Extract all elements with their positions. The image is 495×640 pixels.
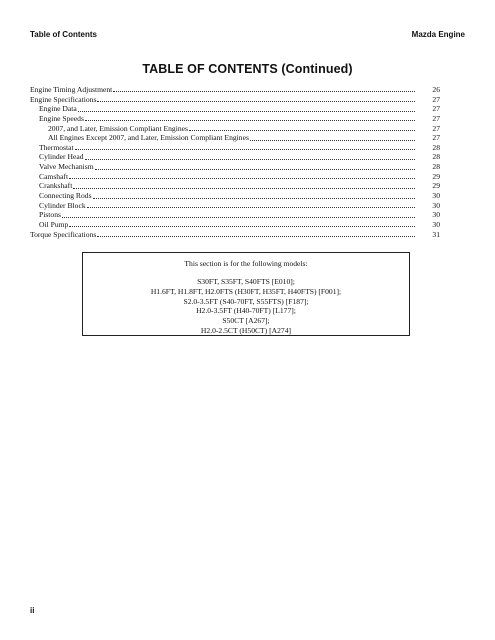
toc-entry-page: 29 [432,181,440,191]
toc-entry [30,152,440,162]
model-line: S50CT [A267]; [222,316,270,326]
toc-entry [30,181,440,191]
toc-entry [30,124,440,134]
toc-entry [30,220,440,230]
toc-entry [30,201,440,211]
toc-dot-leader [62,216,415,218]
toc-entry [30,143,440,153]
toc-entry-title: Engine Data [39,104,77,114]
model-line: H1.6FT, H1.8FT, H2.0FTS (H30FT, H35FT, H40FTS) [F001]; [150,286,342,296]
toc-entry-title: Cylinder Block [39,200,86,210]
toc-entry-title: Engine Specifications [30,94,97,104]
model-line: H2.0-2.5CT (H50CT) [A274] [200,325,292,335]
toc-entry-page: 31 [432,229,440,239]
toc-dot-leader [97,235,415,237]
toc-entry-title: Thermostat [39,142,74,152]
toc-entry-title: Crankshaft [39,181,73,191]
toc-entry [30,104,440,114]
toc-entry-title: Torque Specifications [30,229,97,239]
toc-dot-leader [189,129,415,131]
toc-dot-leader [85,158,416,160]
toc-entry-page: 28 [432,152,440,162]
toc-dot-leader [78,110,415,112]
toc-entry-page: 28 [432,162,440,172]
table-of-contents [30,85,440,239]
toc-entry-title: Engine Speeds [39,113,84,123]
models-intro: This section is for the following models: [184,259,308,268]
toc-entry-title: Pistons [39,210,61,220]
toc-entry-title: Engine Timing Adjustment [30,85,113,94]
toc-dot-leader [93,197,415,199]
toc-entry-title: 2007, and Later, Emission Compliant Engines [48,123,188,133]
running-header-left: Table of Contents [30,30,97,39]
toc-dot-leader [73,187,415,189]
running-header-right: Mazda Engine [411,30,465,39]
toc-entry-page: 30 [432,210,440,220]
toc-entry [30,162,440,172]
toc-entry [30,172,440,182]
toc-entry-title: Cylinder Head [39,152,84,162]
toc-entry-title: Oil Pump [39,219,69,229]
toc-entry [30,191,440,201]
toc-entry-title: Camshaft [39,171,69,181]
toc-dot-leader [113,90,415,92]
toc-entry [30,85,440,95]
toc-entry-page: 30 [432,200,440,210]
toc-entry-page: 27 [432,94,440,104]
toc-dot-leader [75,148,415,150]
page-number: ii [30,606,35,615]
toc-entry-title: All Engines Except 2007, and Later, Emission Compliant Engines [48,133,249,143]
toc-entry-page: 27 [432,133,440,143]
model-line: S30FT, S35FT, S40FTS [E010]; [197,277,295,286]
page-title: TABLE OF CONTENTS (Continued) [142,62,353,76]
model-line: S2.0-3.5FT (S40-70FT, S55FTS) [F187]; [183,296,309,306]
toc-entry [30,95,440,105]
toc-entry-title: Connecting Rods [39,191,92,201]
toc-dot-leader [69,177,415,179]
models-list [83,277,409,336]
toc-dot-leader [85,119,415,121]
toc-entry-title: Valve Mechanism [39,162,94,172]
toc-dot-leader [97,100,415,102]
model-line: H2.0-3.5FT (H40-70FT) [L177]; [196,306,296,316]
toc-dot-leader [95,168,415,170]
toc-dot-leader [87,206,415,208]
toc-entry-page: 27 [432,104,440,114]
toc-dot-leader [250,139,415,141]
toc-entry [30,114,440,124]
models-applicability-box [82,252,410,336]
toc-entry-page: 27 [432,123,440,133]
toc-dot-leader [69,225,415,227]
toc-entry-page: 30 [432,219,440,229]
toc-entry-page: 26 [432,85,440,94]
toc-entry-page: 29 [432,171,440,181]
toc-entry-page: 30 [432,191,440,201]
toc-entry-page: 27 [432,113,440,123]
toc-entry [30,210,440,220]
toc-entry [30,230,440,240]
toc-entry [30,133,440,143]
toc-entry-page: 28 [432,142,440,152]
